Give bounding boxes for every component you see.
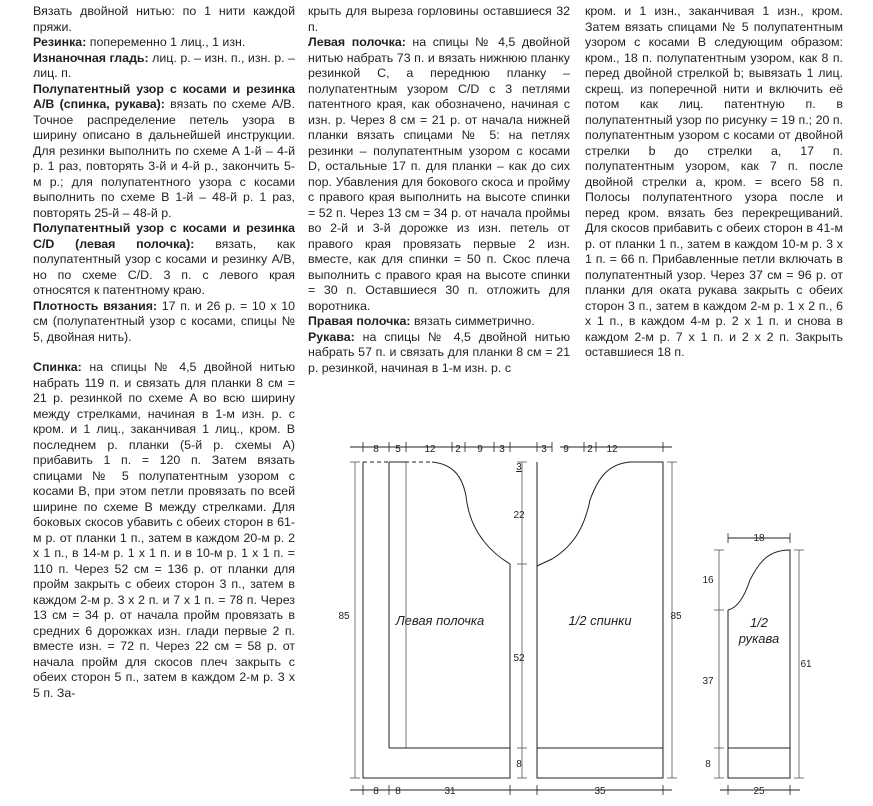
dim-total-height-right: 85 <box>670 611 682 622</box>
paragraph-text: лиц. р. – изн. п., изн. р. – лиц. п. <box>33 50 295 80</box>
paragraph-heading: Плотность вязания: <box>33 298 158 313</box>
label-sleeve-half: 1/2 <box>749 615 769 630</box>
dim-band-height: 8 <box>516 759 522 770</box>
paragraph-heading: Левая полочка: <box>308 35 406 49</box>
paragraph-text: Вязать двойной нитью: по 1 нити каждой пряжи. <box>33 4 295 34</box>
paragraph-text: вязать симметрично. <box>410 314 535 328</box>
dim-armhole-height: 22 <box>513 510 525 521</box>
dim-sleeve-body: 37 <box>702 676 714 687</box>
paragraph-heading: Правая полочка: <box>308 314 411 328</box>
paragraph-heading: Полупатентный узор с косами и резинка C/D (левая полочка): <box>33 221 295 251</box>
dim-back-top-2: 9 <box>563 444 569 455</box>
paragraph-text: вязать, как полупатентный узор с косами и резинку A/B, но по схеме C/D. 3 п. с левого края относятся к патентному краю. <box>33 236 295 297</box>
dim-front-top-2: 5 <box>395 444 401 455</box>
dim-back-top-3: 2 <box>587 444 593 455</box>
dim-sleeve-band: 8 <box>705 759 711 770</box>
dim-back-bottom: 35 <box>594 786 606 797</box>
paragraph-heading: Резинка: <box>33 35 87 49</box>
paragraph-heading: Спинка: <box>33 360 82 374</box>
dim-back-marker: 3 <box>516 462 522 473</box>
dim-total-height-left: 85 <box>338 611 350 622</box>
paragraph-text: на спицы № 4,5 двойной нитью набрать 73 п. и вязать нижнюю планку резинкой C, а переднюю планку – полупатентным узором C/D с 3 петлями патентного края, как обозначено, начиная с изн. р. Через 8 см = 21 р. от начала нижней планки вязать спицами № 5: на петлях резинки – полупатентным узором с косами D, остальные 17 п. для планки – как до сих пор. Убавления для бокового скоса и пройму с правого края выполнить на высоте спинки = 52 п. Через 13 см = 34 р. от начала проймы во 2-й и 3-й дорожке из изн. петель от правого края провязать первые 2 изн. вместе, как для спинки = 50 п. Скос плеча выполнить с правого края на высоте спинки = 30 п. Оставшиеся 30 п. отложить для воротника. <box>308 35 571 313</box>
paragraph-heading: Полупатентный узор с косами и резинка A/B (спинка, рукава): <box>33 81 295 111</box>
dim-back-top-1: 3 <box>541 444 547 455</box>
paragraph-text: попеременно 1 лиц., 1 изн. <box>86 35 246 49</box>
paragraph-text: 17 п. и 26 р. = 10 х 10 см (полупатентный узор с косами, спицы № 5, двойная нить). <box>33 298 295 344</box>
dim-front-top-3: 12 <box>424 444 436 455</box>
label-sleeve-word: рукава <box>738 631 780 646</box>
paragraph-text: на спицы № 4,5 двойной нитью набрать 57 п. и связать для планки 8 см = 21 р. резинкой, начиная в 1-м изн. р. с <box>308 329 570 375</box>
dim-front-top-5: 9 <box>477 444 483 455</box>
dim-sleeve-top: 18 <box>753 533 765 544</box>
paragraph-heading: Рукава: <box>308 329 355 344</box>
dim-body-height: 52 <box>513 653 525 664</box>
dim-front-top-4: 2 <box>455 444 461 455</box>
dim-back-top-4: 12 <box>606 444 618 455</box>
dim-sleeve-cap: 16 <box>702 575 714 586</box>
dim-sleeve-total: 61 <box>800 659 812 670</box>
dim-sleeve-bottom: 25 <box>753 786 765 797</box>
dim-front-bottom-2: 8 <box>395 786 401 797</box>
paragraph-heading: Изнаночная гладь: <box>33 50 149 65</box>
dim-front-bottom-1: 8 <box>373 786 379 797</box>
paragraph-text: на спицы № 4,5 двойной нитью набрать 119 п. и связать для планки 8 см = 21 р. резинкой по схеме A во всю ширину между стрелками, начиная в 1-м изн. р. с кром. и 1 лиц., заканчивая 1 лиц., кром. В последнем р. планки (5-й р. схемы A) прибавить 1 п. = 120 п. Затем вязать спицами № 5 полупатентным узором с косами B, при этом петли провязать по всей ширине по схеме B между стрелками. Для боковых скосов убавить с обеих сторон в 61-м р. от планки 1 п., затем в каждом 20-м р. 2 х 1 п., в 14-м р. 1 х 1 п. и в 10-м р. 1 х 1 п. = 110 п. Через 52 см = 136 р. от планки для пройм закрыть с обеих сторон 3 п., затем в каждом 2-м р. 3 х 2 п. и 7 х 1 п. = 78 п. Через 13 см = 34 р. от начала пройм провязать в средних 6 дорожках изн. глади первые 2 п. вместе изн. = 72 п. Через 22 см = 58 р. от начала пройм для скосов плеч закрыть с обеих сторон 5 п., затем в каждом 2-м р. 3 х 5 п. За- <box>33 360 295 700</box>
dim-front-top-6: 3 <box>499 444 505 455</box>
dim-front-bottom-3: 31 <box>444 786 456 797</box>
label-back-half: 1/2 спинки <box>568 613 632 628</box>
paragraph-text: вязать по схеме A/B. Точное распределение петель узора в ширину описано в дальнейшей инструкции. Для резинки выполнить по схеме A 1-й – 4-й р. 1 раз, повторять 3-й и 4-й р., закончить 5-м р.; для полупатентного узора с косами выполнить по схеме B 1-й – 48-й р. 1 раз, повторять 25-й – 48-й р. <box>33 97 295 220</box>
label-left-front: Левая полочка <box>395 613 485 628</box>
dim-front-top-1: 8 <box>373 444 379 455</box>
paragraph-text: кром. и 1 изн., заканчивая 1 изн., кром. Затем вязать спицами № 5 полупатентным узором с косами B следующим образом: кром., 18 п. полупатентным узором, как 8 п. перед двойной стрелкой b; вывязать 1 лиц. скрещ. из поперечной нити и включить её потом как лиц. патентную п. в полупатентный узор по рисунку = 19 п.; 20 п. полупатентным узором с косами от двойной стрелки b до стрелки a, 17 п. полупатентным узором, как 7 п. после двойной стрелки a, кром. = всего 58 п. Полосы полупатентного узора после и перед кром. вязать без перекрещиваний. Для скосов прибавить с обеих сторон в 41-м р. от планки 1 п., затем в каждом 10-м р. 3 х 1 п. = 66 п. Прибавленные петли включать в полупатентный узор. Через 37 см = 96 р. от планки для оката рукава закрыть с обеих сторон 3 п., затем в каждом 2-м р. 1 х 2 п., 6 х 1 п., в каждом 4-м р. 2 х 1 п. и снова в каждом 2-м р. 7 х 1 п. и 2 х 2 п. Закрыть оставшиеся 18 п. <box>585 4 843 359</box>
paragraph-text: крыть для выреза горловины оставшиеся 32 п. <box>308 4 570 34</box>
